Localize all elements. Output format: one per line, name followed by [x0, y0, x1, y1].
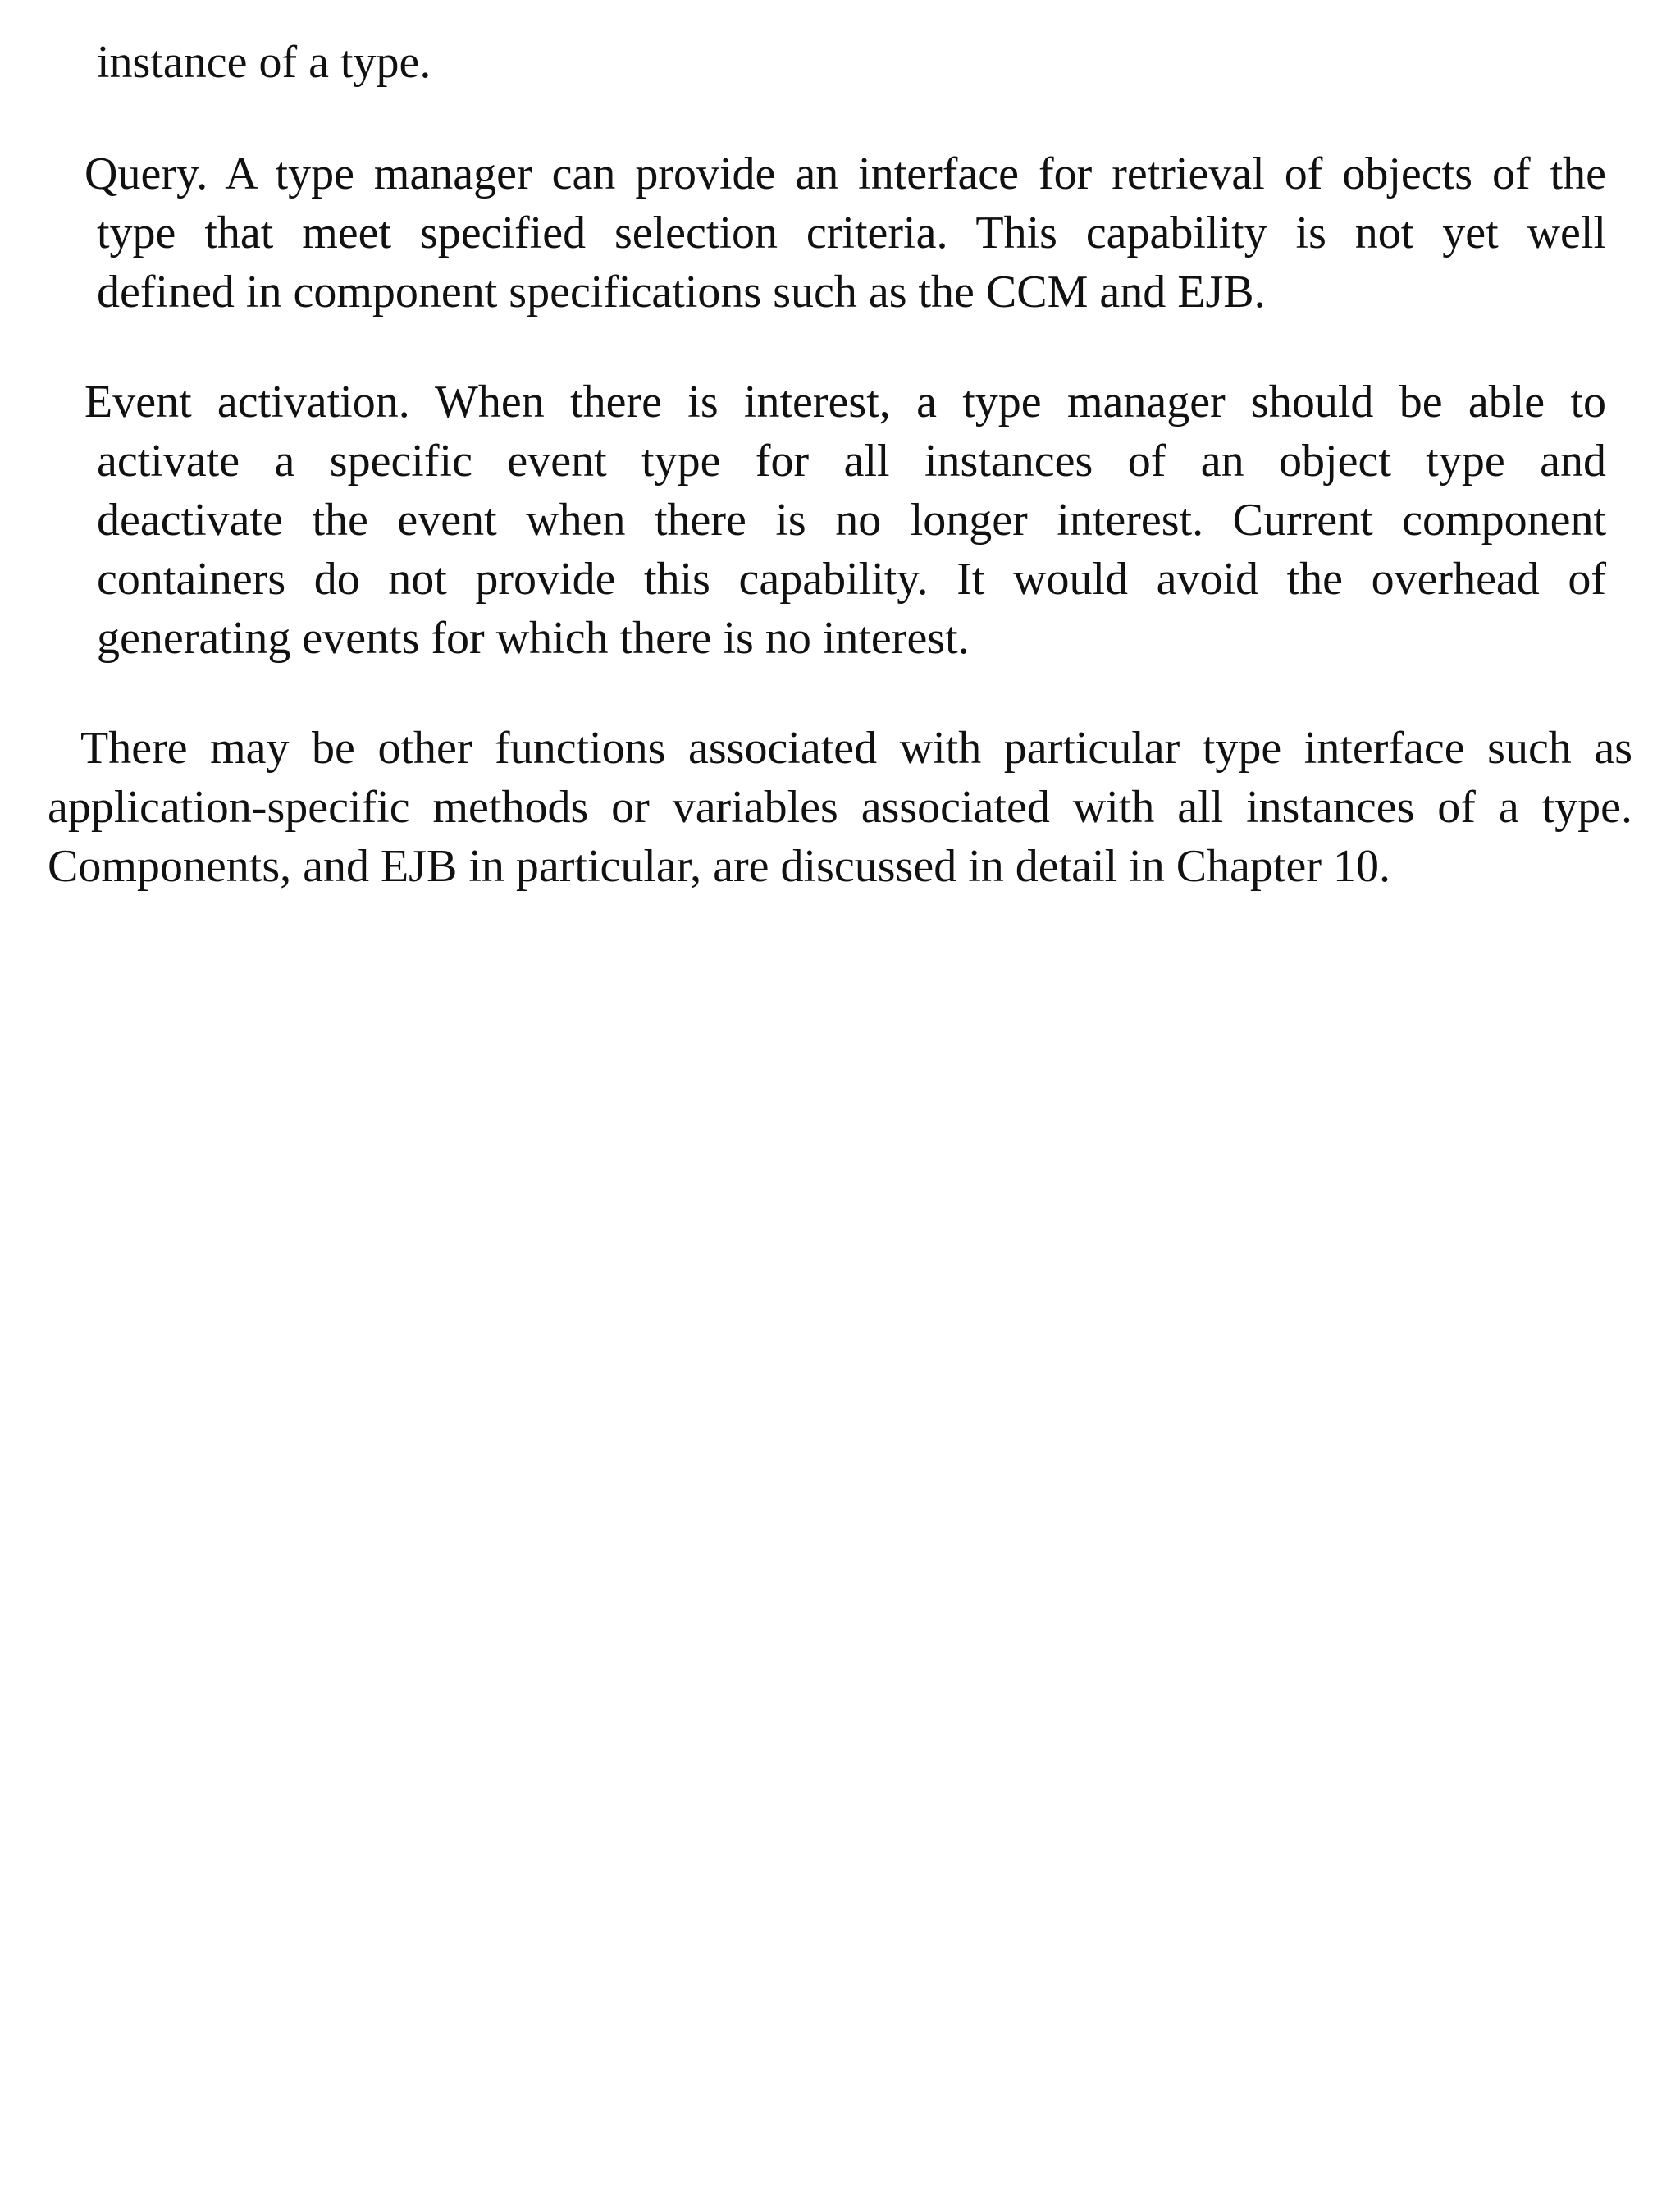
text-line: There may be other functions associated with particular type interface such as [80, 723, 1632, 774]
text-line: containers do not provide this capability. It would avoid the overhead of [97, 554, 1606, 605]
paragraph-other-functions [48, 719, 1632, 896]
text-line: activate a specific event type for all instances of an object type and [97, 436, 1606, 487]
text-line: generating events for which there is no interest. [97, 613, 970, 664]
paragraph-event-activation [84, 372, 1606, 668]
text-line: application-specific methods or variables associated with all instances of a type. [48, 782, 1632, 833]
text-line: Query. A type manager can provide an interface for retrieval of objects of the [84, 149, 1606, 199]
text-line: defined in component specifications such as the CCM and EJB. [97, 267, 1266, 318]
text-line: Components, and EJB in particular, are discussed in detail in Chapter 10. [48, 841, 1390, 892]
text-line: instance of a type. [97, 37, 431, 88]
text-line: Event activation. When there is interest, a type manager should be able to [84, 377, 1606, 427]
text-line: type that meet specified selection criteria. This capability is not yet well [97, 208, 1606, 258]
paragraph-type-instance-tail [97, 33, 1606, 92]
text-line: deactivate the event when there is no longer interest. Current component [97, 495, 1606, 546]
paragraph-query [84, 144, 1606, 322]
